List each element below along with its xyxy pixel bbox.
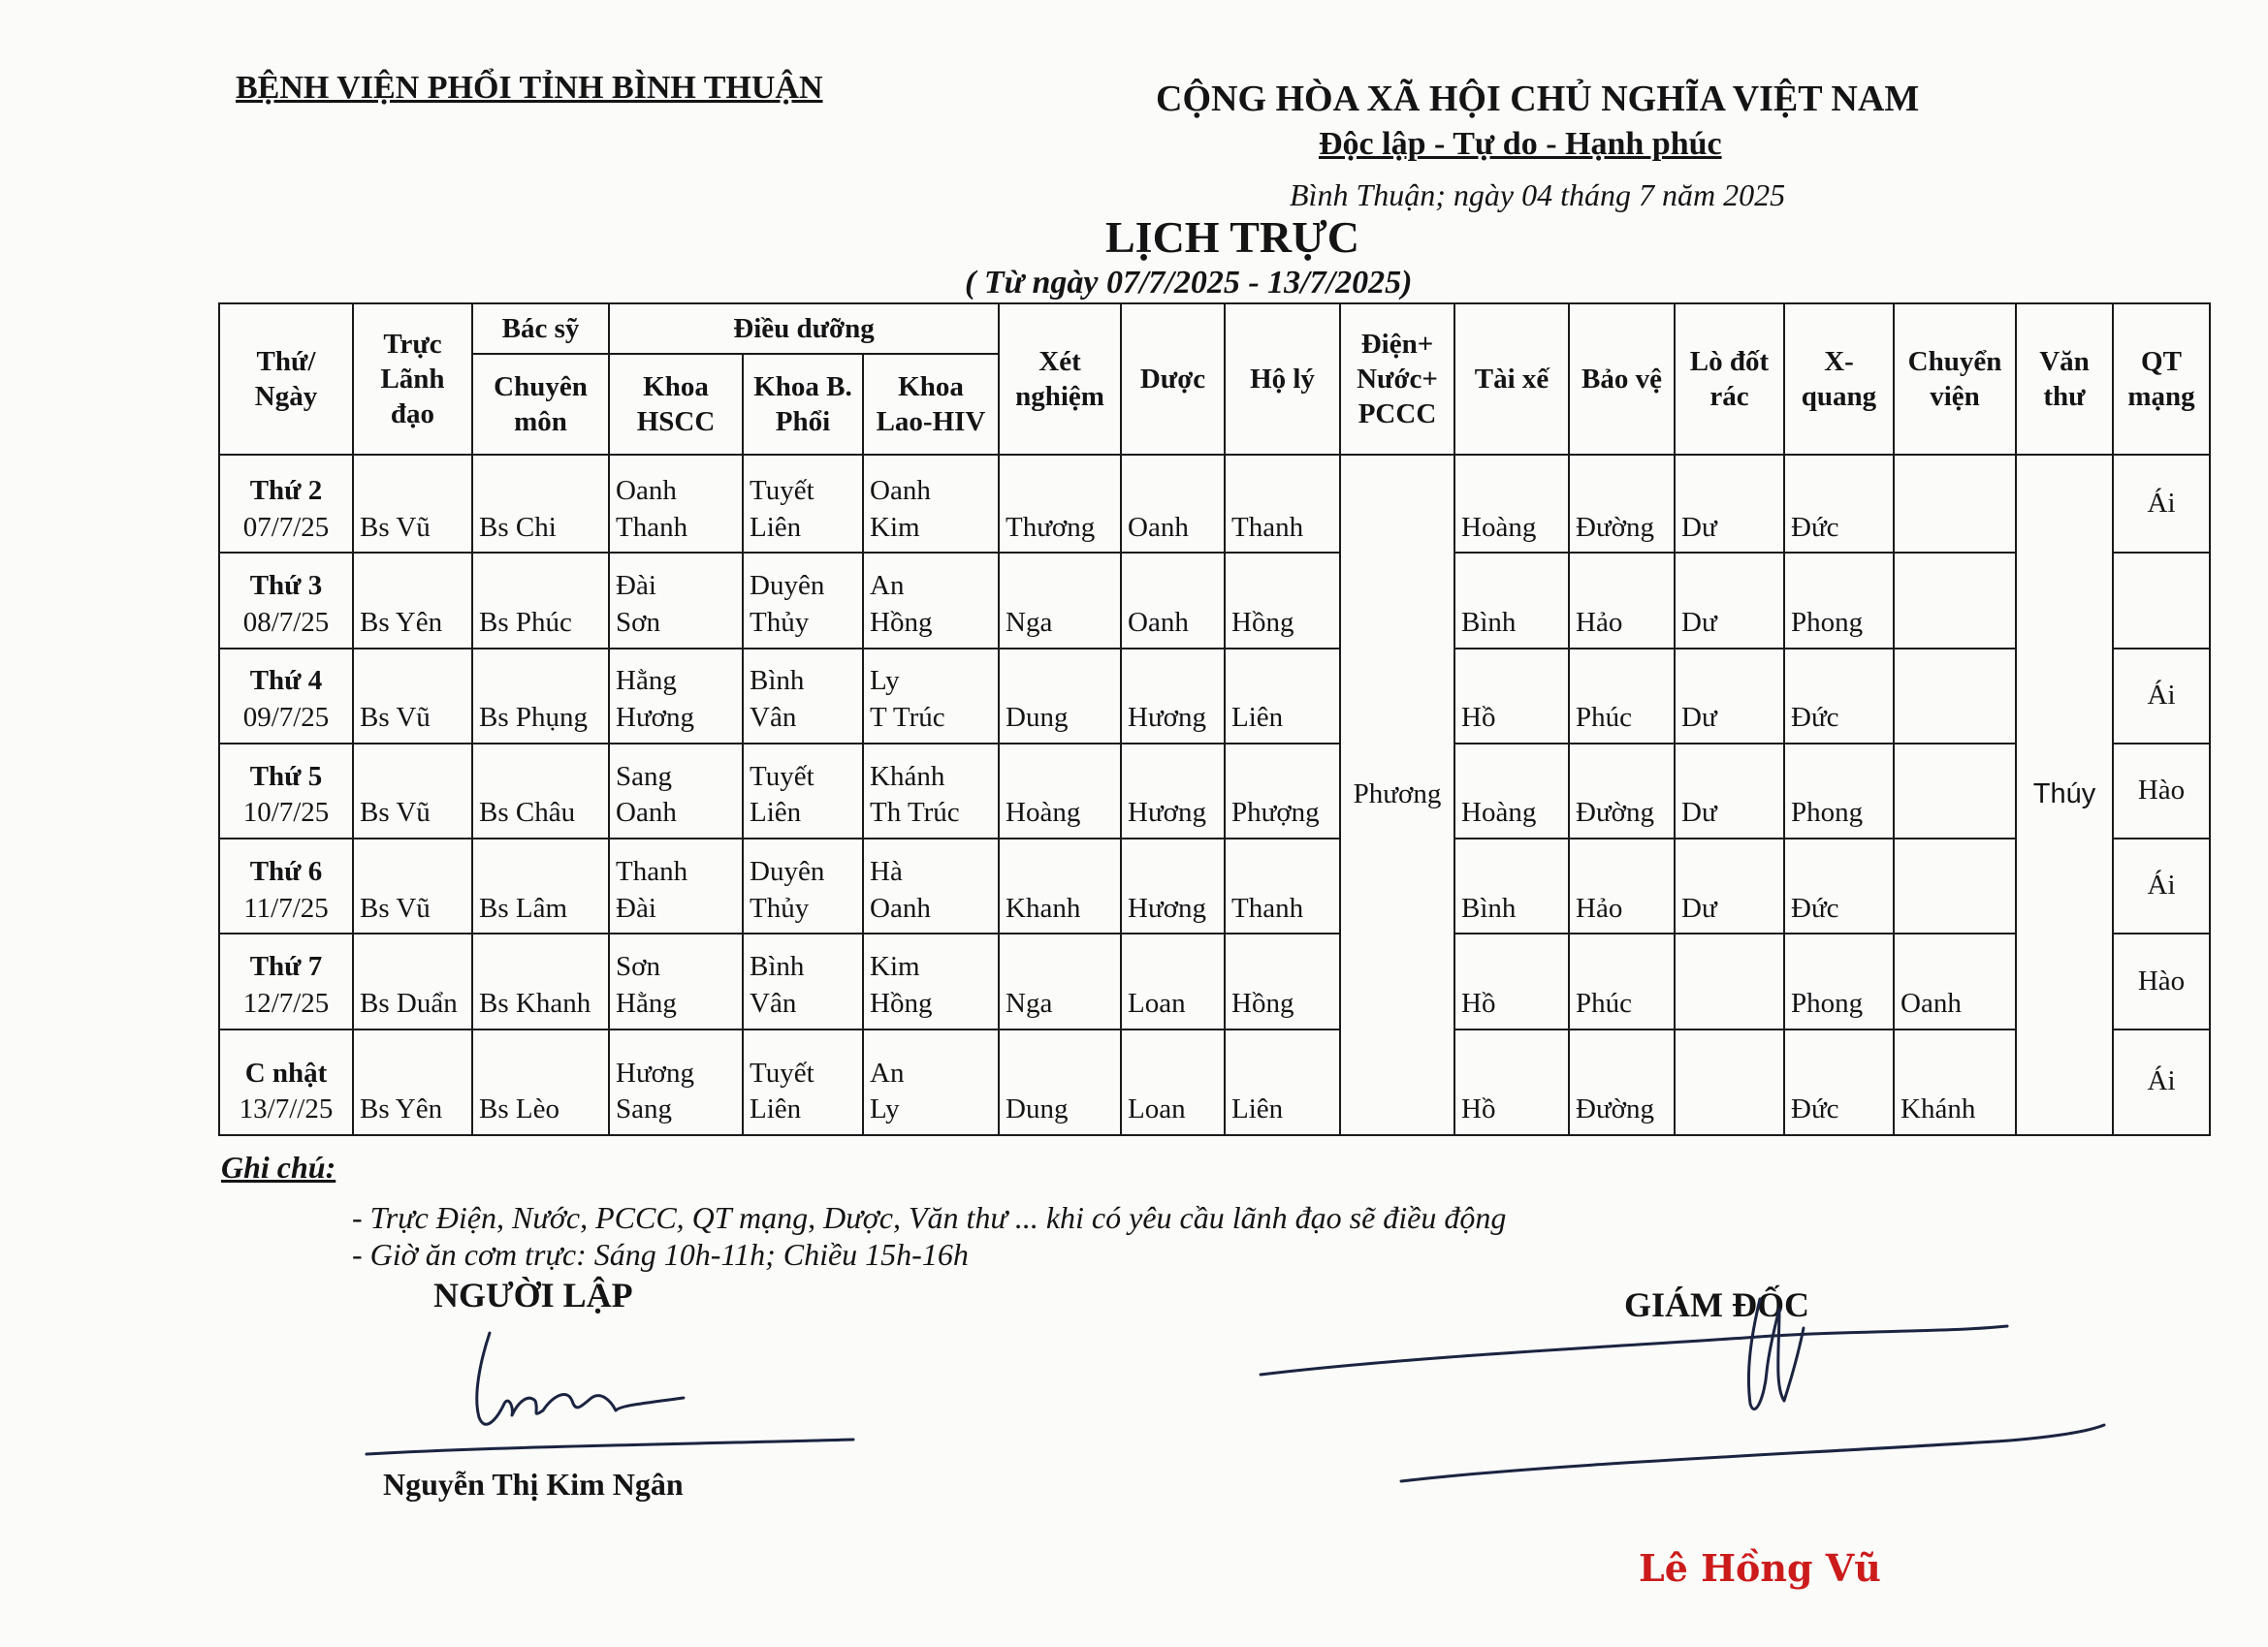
orderly-cell: [1225, 934, 1340, 1029]
header-leader: Trực Lãnh đạo: [353, 303, 472, 455]
transfer-cell: [1894, 649, 2016, 744]
header-incinerator: Lò đốt rác: [1675, 303, 1784, 455]
day-cell: [219, 744, 353, 839]
national-motto: Độc lập - Tự do - Hạnh phúc: [1319, 126, 1722, 162]
network-cell-text: Ái: [2147, 679, 2176, 711]
nurse-laohiv-cell-text: An: [870, 570, 905, 602]
security-cell-text: Phúc: [1576, 702, 1632, 734]
nurse-hscc-cell-text: Hương: [616, 1057, 694, 1089]
security-cell: [1569, 934, 1675, 1029]
driver-cell-text: Hoàng: [1461, 511, 1537, 543]
nurse-hscc-cell-text: Sang: [616, 760, 672, 792]
table-row: [219, 934, 2210, 1029]
document-title: LỊCH TRỰC: [1105, 212, 1359, 262]
header-lab: Xét nghiệm: [999, 303, 1121, 455]
security-cell-text: Hảo: [1576, 892, 1623, 924]
pharmacy-cell: [1121, 1029, 1225, 1135]
preparer-name: Nguyễn Thị Kim Ngân: [383, 1467, 684, 1502]
lab-cell: [999, 649, 1121, 744]
doctor-cell-text: Bs Lèo: [479, 1093, 559, 1125]
nurse-hscc-cell-text: Đài: [616, 570, 656, 602]
day-cell: [219, 934, 353, 1029]
transfer-cell: [1894, 934, 2016, 1029]
security-cell: [1569, 649, 1675, 744]
day-cell: [219, 455, 353, 553]
nurse-bphoi-cell-text: Bình: [750, 951, 805, 983]
pharmacy-cell-text: Hương: [1128, 892, 1206, 924]
nurse-hscc-cell: [609, 744, 743, 839]
security-cell-text: Đường: [1576, 797, 1654, 829]
pharmacy-cell: [1121, 839, 1225, 934]
pharmacy-cell-text: Hương: [1128, 702, 1206, 734]
xray-cell: [1784, 649, 1894, 744]
nurse-bphoi-cell-text: Liên: [750, 1093, 802, 1125]
day-cell: [219, 1029, 353, 1135]
notes-heading: Ghi chú:: [221, 1150, 336, 1185]
orderly-cell-text: Hồng: [1231, 606, 1294, 638]
xray-cell-text: Đức: [1791, 1093, 1839, 1125]
transfer-cell-text: Oanh: [1901, 987, 1962, 1019]
pharmacy-cell: [1121, 553, 1225, 648]
nurse-bphoi-cell-text: Bình: [750, 665, 805, 697]
nurse-laohiv-cell-text: Oanh: [870, 892, 931, 924]
day-cell-text: Thứ 7: [249, 951, 323, 983]
header-xray: X- quang: [1784, 303, 1894, 455]
header-nurse-group: Điều dưỡng: [609, 303, 999, 354]
leader-cell-text: Bs Duẩn: [360, 987, 458, 1019]
roster-body: [219, 455, 2210, 1135]
nurse-laohiv-cell-text: Khánh: [870, 760, 945, 792]
lab-cell-text: Nga: [1006, 606, 1053, 638]
transfer-cell: [1894, 455, 2016, 553]
nurse-laohiv-cell-text: Ly: [870, 1093, 900, 1125]
nurse-bphoi-cell: [743, 1029, 863, 1135]
security-cell: [1569, 553, 1675, 648]
table-row: [219, 553, 2210, 648]
doctor-cell-text: Bs Lâm: [479, 892, 568, 924]
orderly-cell: [1225, 1029, 1340, 1135]
header-doctor-group: Bác sỹ: [472, 303, 609, 354]
driver-cell: [1454, 744, 1569, 839]
pharmacy-cell-text: Loan: [1128, 987, 1186, 1019]
driver-cell-text: Hoàng: [1461, 797, 1537, 829]
doctor-cell: [472, 455, 609, 553]
leader-cell-text: Bs Vũ: [360, 797, 431, 829]
nurse-laohiv-cell-text: Kim: [870, 511, 920, 543]
doctor-cell: [472, 1029, 609, 1135]
leader-cell-text: Bs Vũ: [360, 702, 431, 734]
doctor-cell-text: Bs Châu: [479, 797, 576, 829]
driver-cell: [1454, 934, 1569, 1029]
incinerator-cell-text: Dư: [1681, 606, 1717, 638]
nurse-laohiv-cell-text: Kim: [870, 951, 920, 983]
nurse-bphoi-cell-text: Liên: [750, 511, 802, 543]
day-cell-text: Thứ 4: [249, 665, 323, 697]
xray-cell: [1784, 1029, 1894, 1135]
incinerator-cell: [1675, 1029, 1784, 1135]
nurse-laohiv-cell-text: Hà: [870, 855, 903, 887]
network-cell-text: Hào: [2137, 775, 2186, 807]
nurse-bphoi-cell-text: Vân: [750, 987, 797, 1019]
pharmacy-cell-text: Hương: [1128, 797, 1206, 829]
preparer-signature-underline: [367, 1440, 853, 1454]
orderly-cell-text: Thanh: [1231, 892, 1304, 924]
leader-cell: [353, 1029, 472, 1135]
header-pharmacy: Dược: [1121, 303, 1225, 455]
lab-cell: [999, 839, 1121, 934]
director-signature-flourish: [1261, 1326, 2007, 1375]
orderly-cell-text: Phượng: [1231, 797, 1320, 829]
nurse-hscc-cell-text: Sơn: [616, 951, 660, 983]
network-cell-text: Ái: [2147, 487, 2176, 519]
pharmacy-cell: [1121, 649, 1225, 744]
nurse-bphoi-cell-text: Vân: [750, 702, 797, 734]
nurse-laohiv-cell-text: Th Trúc: [870, 797, 960, 829]
network-cell: [2113, 839, 2210, 934]
nurse-bphoi-cell-text: Liên: [750, 797, 802, 829]
nurse-laohiv-cell: [863, 553, 999, 648]
incinerator-cell: [1675, 934, 1784, 1029]
xray-cell-text: Phong: [1791, 797, 1864, 829]
doctor-cell-text: Bs Khanh: [479, 987, 591, 1019]
leader-cell: [353, 553, 472, 648]
nurse-bphoi-cell-text: Tuyết: [750, 474, 815, 506]
pharmacy-cell-text: Loan: [1128, 1093, 1186, 1125]
nurse-hscc-cell-text: Oanh: [616, 474, 677, 506]
nurse-bphoi-cell: [743, 744, 863, 839]
xray-cell: [1784, 744, 1894, 839]
doctor-cell-text: Bs Phúc: [479, 606, 572, 638]
driver-cell-text: Hồ: [1461, 702, 1496, 734]
nurse-laohiv-cell: [863, 649, 999, 744]
network-cell: [2113, 1029, 2210, 1135]
day-cell-text: 12/7/25: [242, 987, 330, 1019]
incinerator-cell-text: Dư: [1681, 702, 1717, 734]
header-doctor-specialty: Chuyên môn: [472, 354, 609, 455]
nurse-hscc-cell: [609, 649, 743, 744]
nurse-hscc-cell-text: Oanh: [616, 797, 677, 829]
incinerator-cell: [1675, 553, 1784, 648]
network-cell: [2113, 744, 2210, 839]
doctor-cell: [472, 839, 609, 934]
day-cell-text: C nhật: [244, 1057, 328, 1089]
table-row: [219, 1029, 2210, 1135]
day-cell-text: Thứ 6: [249, 855, 323, 887]
header-clerical: Văn thư: [2016, 303, 2113, 455]
nurse-bphoi-cell: [743, 649, 863, 744]
pharmacy-cell-text: Oanh: [1128, 606, 1189, 638]
lab-cell-text: Hoàng: [1006, 797, 1081, 829]
day-cell-text: 09/7/25: [242, 702, 330, 734]
orderly-cell-text: Thanh: [1231, 511, 1304, 543]
orderly-cell-text: Hồng: [1231, 987, 1294, 1019]
network-cell: [2113, 553, 2210, 648]
nurse-bphoi-cell: [743, 553, 863, 648]
nurse-hscc-cell-text: Hằng: [616, 665, 677, 697]
xray-cell: [1784, 455, 1894, 553]
nurse-bphoi-cell-text: Thủy: [750, 892, 810, 924]
table-row: [219, 744, 2210, 839]
driver-cell: [1454, 649, 1569, 744]
table-row: [219, 839, 2210, 934]
place-and-date: Bình Thuận; ngày 04 tháng 7 năm 2025: [1290, 177, 1786, 212]
header-transfer: Chuyển viện: [1894, 303, 2016, 455]
header-nurse-laohiv: Khoa Lao-HIV: [863, 354, 999, 455]
nurse-laohiv-cell: [863, 1029, 999, 1135]
xray-cell: [1784, 839, 1894, 934]
leader-cell: [353, 649, 472, 744]
nurse-hscc-cell-text: Thanh: [616, 855, 688, 887]
header-network: QT mạng: [2113, 303, 2210, 455]
security-cell: [1569, 839, 1675, 934]
hospital-name: BỆNH VIỆN PHỔI TỈNH BÌNH THUẬN: [236, 70, 823, 106]
header-security: Bảo vệ: [1569, 303, 1675, 455]
driver-cell: [1454, 455, 1569, 553]
date-range: ( Từ ngày 07/7/2025 - 13/7/2025): [965, 265, 1413, 301]
nurse-hscc-cell: [609, 839, 743, 934]
director-name: Lê Hồng Vũ: [1639, 1546, 1881, 1590]
nation-heading: CỘNG HÒA XÃ HỘI CHỦ NGHĨA VIỆT NAM: [1156, 79, 1920, 119]
doctor-cell-text: Bs Chi: [479, 511, 557, 543]
security-cell-text: Hảo: [1576, 606, 1623, 638]
network-cell-text: Ái: [2147, 1065, 2176, 1097]
nurse-laohiv-cell: [863, 839, 999, 934]
nurse-laohiv-cell-text: Hồng: [870, 987, 933, 1019]
driver-cell-text: Bình: [1461, 892, 1517, 924]
lab-cell-text: Dung: [1006, 702, 1069, 734]
security-cell-text: Phúc: [1576, 987, 1632, 1019]
xray-cell: [1784, 553, 1894, 648]
doctor-cell: [472, 553, 609, 648]
xray-cell-text: Phong: [1791, 987, 1864, 1019]
driver-cell-text: Bình: [1461, 606, 1517, 638]
xray-cell-text: Đức: [1791, 702, 1839, 734]
nurse-hscc-cell-text: Thanh: [616, 511, 688, 543]
leader-cell: [353, 744, 472, 839]
lab-cell: [999, 553, 1121, 648]
note-item: - Giờ ăn cơm trực: Sáng 10h-11h; Chiều 15h-16h: [352, 1237, 969, 1272]
driver-cell-text: Hồ: [1461, 1093, 1496, 1125]
note-item: - Trực Điện, Nước, PCCC, QT mạng, Dược, Văn thư ... khi có yêu cầu lãnh đạo sẽ điều động: [352, 1200, 1507, 1235]
doctor-cell: [472, 744, 609, 839]
pharmacy-cell: [1121, 934, 1225, 1029]
day-cell: [219, 839, 353, 934]
nurse-laohiv-cell-text: Oanh: [870, 474, 931, 506]
lab-cell-text: Dung: [1006, 1093, 1069, 1125]
director-signature-underline: [1401, 1425, 2104, 1481]
network-cell: [2113, 649, 2210, 744]
table-row: [219, 455, 2210, 553]
table-row: [219, 649, 2210, 744]
nurse-hscc-cell-text: Sang: [616, 1093, 672, 1125]
nurse-hscc-cell: [609, 553, 743, 648]
incinerator-cell: [1675, 649, 1784, 744]
incinerator-cell-text: Dư: [1681, 797, 1717, 829]
duty-roster-table: [218, 302, 2211, 1136]
driver-cell: [1454, 1029, 1569, 1135]
nurse-laohiv-cell-text: An: [870, 1057, 905, 1089]
transfer-cell: [1894, 1029, 2016, 1135]
xray-cell-text: Đức: [1791, 511, 1839, 543]
lab-cell-text: Thương: [1006, 511, 1096, 543]
nurse-bphoi-cell: [743, 934, 863, 1029]
day-cell-text: Thứ 5: [249, 760, 323, 792]
preparer-title: NGƯỜI LẬP: [433, 1276, 633, 1314]
orderly-cell-text: Liên: [1231, 702, 1284, 734]
network-cell: [2113, 934, 2210, 1029]
nurse-laohiv-cell-text: Hồng: [870, 606, 933, 638]
driver-cell: [1454, 553, 1569, 648]
nurse-hscc-cell-text: Đài: [616, 892, 656, 924]
transfer-cell-text: Khánh: [1901, 1093, 1976, 1125]
nurse-hscc-cell-text: Hương: [616, 702, 694, 734]
network-cell: [2113, 455, 2210, 553]
doctor-cell: [472, 934, 609, 1029]
orderly-cell: [1225, 649, 1340, 744]
nurse-laohiv-cell-text: T Trúc: [870, 702, 945, 734]
network-cell-text: Ái: [2147, 870, 2176, 902]
lab-cell-text: Khanh: [1006, 892, 1081, 924]
security-cell-text: Đường: [1576, 511, 1654, 543]
nurse-hscc-cell-text: Hằng: [616, 987, 677, 1019]
transfer-cell: [1894, 839, 2016, 934]
lab-cell-text: Nga: [1006, 987, 1053, 1019]
orderly-cell: [1225, 455, 1340, 553]
clerical-cell: Thúy: [2016, 455, 2113, 1135]
nurse-bphoi-cell-text: Thủy: [750, 606, 810, 638]
xray-cell-text: Phong: [1791, 606, 1864, 638]
incinerator-cell: [1675, 744, 1784, 839]
leader-cell: [353, 839, 472, 934]
header-driver: Tài xế: [1454, 303, 1569, 455]
nurse-laohiv-cell-text: Ly: [870, 665, 900, 697]
pharmacy-cell: [1121, 455, 1225, 553]
day-cell: [219, 649, 353, 744]
doctor-cell: [472, 649, 609, 744]
day-cell-text: 10/7/25: [242, 797, 330, 829]
leader-cell: [353, 934, 472, 1029]
header-day: Thứ/ Ngày: [219, 303, 353, 455]
xray-cell: [1784, 934, 1894, 1029]
transfer-cell: [1894, 744, 2016, 839]
leader-cell-text: Bs Vũ: [360, 511, 431, 543]
network-cell-text: Hào: [2137, 965, 2186, 997]
xray-cell-text: Đức: [1791, 892, 1839, 924]
day-cell-text: 13/7//25: [239, 1093, 334, 1125]
orderly-cell: [1225, 553, 1340, 648]
preparer-signature: [477, 1333, 684, 1424]
incinerator-cell: [1675, 455, 1784, 553]
day-cell-text: 11/7/25: [243, 892, 329, 924]
nurse-bphoi-cell-text: Duyên: [750, 570, 825, 602]
leader-cell: [353, 455, 472, 553]
doctor-cell-text: Bs Phụng: [479, 702, 589, 734]
day-cell-text: 07/7/25: [242, 511, 330, 543]
transfer-cell: [1894, 553, 2016, 648]
lab-cell: [999, 934, 1121, 1029]
nurse-bphoi-cell: [743, 839, 863, 934]
security-cell-text: Đường: [1576, 1093, 1654, 1125]
nurse-laohiv-cell: [863, 744, 999, 839]
orderly-cell-text: Liên: [1231, 1093, 1284, 1125]
utilities-cell: Phương: [1340, 455, 1454, 1135]
lab-cell: [999, 1029, 1121, 1135]
nurse-bphoi-cell-text: Tuyết: [750, 1057, 815, 1089]
leader-cell-text: Bs Yên: [360, 1093, 443, 1125]
nurse-hscc-cell-text: Sơn: [616, 606, 660, 638]
incinerator-cell-text: Dư: [1681, 892, 1717, 924]
incinerator-cell-text: Dư: [1681, 511, 1717, 543]
nurse-hscc-cell: [609, 1029, 743, 1135]
driver-cell: [1454, 839, 1569, 934]
pharmacy-cell-text: Oanh: [1128, 511, 1189, 543]
day-cell-text: 08/7/25: [242, 606, 330, 638]
leader-cell-text: Bs Vũ: [360, 892, 431, 924]
security-cell: [1569, 455, 1675, 553]
nurse-bphoi-cell-text: Tuyết: [750, 760, 815, 792]
day-cell-text: Thứ 2: [249, 474, 323, 506]
orderly-cell: [1225, 839, 1340, 934]
incinerator-cell: [1675, 839, 1784, 934]
leader-cell-text: Bs Yên: [360, 606, 443, 638]
nurse-bphoi-cell-text: Duyên: [750, 855, 825, 887]
pharmacy-cell: [1121, 744, 1225, 839]
lab-cell: [999, 744, 1121, 839]
nurse-bphoi-cell: [743, 455, 863, 553]
day-cell: [219, 553, 353, 648]
nurse-hscc-cell: [609, 934, 743, 1029]
driver-cell-text: Hồ: [1461, 987, 1496, 1019]
nurse-laohiv-cell: [863, 455, 999, 553]
lab-cell: [999, 455, 1121, 553]
security-cell: [1569, 1029, 1675, 1135]
security-cell: [1569, 744, 1675, 839]
orderly-cell: [1225, 744, 1340, 839]
header-utilities: Điện+ Nước+ PCCC: [1340, 303, 1454, 455]
header-nurse-bphoi: Khoa B. Phổi: [743, 354, 863, 455]
header-nurse-hscc: Khoa HSCC: [609, 354, 743, 455]
nurse-laohiv-cell: [863, 934, 999, 1029]
day-cell-text: Thứ 3: [249, 570, 323, 602]
header-orderly: Hộ lý: [1225, 303, 1340, 455]
director-title: GIÁM ĐỐC: [1624, 1285, 1809, 1324]
nurse-hscc-cell: [609, 455, 743, 553]
